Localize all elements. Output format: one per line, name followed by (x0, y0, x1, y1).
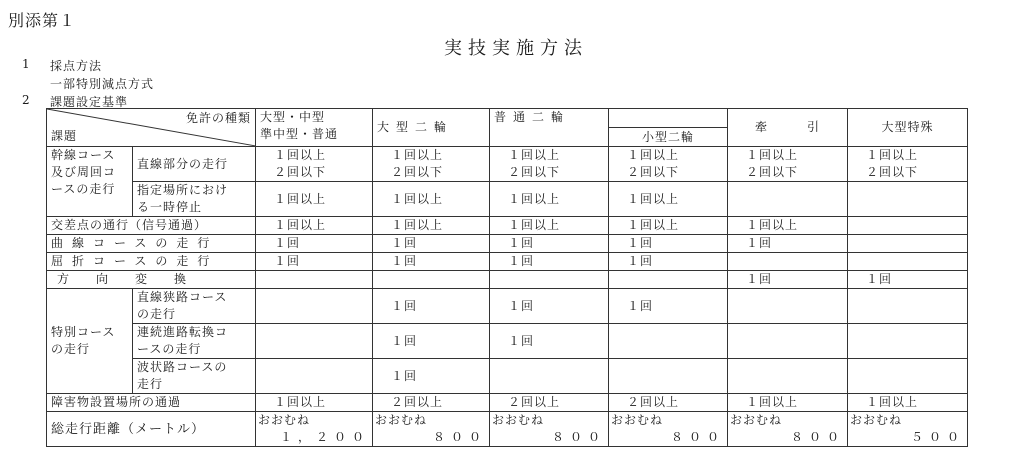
table-cell: １回 (609, 253, 728, 271)
group-line: 及び周回コ (51, 165, 117, 179)
distance-value: ８００ (551, 430, 606, 444)
header-row (47, 109, 968, 147)
table-cell (848, 324, 968, 359)
table-cell: １回 (373, 289, 490, 324)
table-cell: １回 (256, 235, 373, 253)
row-label: 方 向 変 換 (47, 271, 256, 289)
distance-prefix: おおむね (730, 413, 783, 427)
table-cell (848, 412, 968, 447)
cell-line: １回以上 (866, 148, 919, 162)
distance-prefix: おおむね (258, 413, 311, 427)
distance-value: ５００ (910, 430, 965, 444)
table-cell: １回 (609, 289, 728, 324)
table-cell (728, 359, 848, 394)
label-line: 波状路コースの (137, 360, 228, 374)
label-line: の走行 (137, 307, 177, 321)
table-cell (373, 412, 490, 447)
group-line: ースの走行 (51, 182, 116, 196)
table-cell (373, 271, 490, 289)
cell-line: ２回以下 (274, 165, 327, 179)
criteria-table (46, 108, 968, 447)
table-cell: １回以上 (490, 182, 609, 217)
table-cell: １回 (728, 235, 848, 253)
header-license-type: 免許の種類 (185, 111, 251, 125)
distance-prefix: おおむね (850, 413, 903, 427)
table-cell: １回以上 (373, 217, 490, 235)
row-label: 総走行距離（メートル） (47, 412, 256, 447)
table-cell (848, 289, 968, 324)
table-cell (728, 147, 848, 182)
group-line: 特別コース (51, 325, 116, 339)
table-cell: １回 (490, 324, 609, 359)
table-cell: １回以上 (728, 394, 848, 412)
distance-value: １，２００ (279, 430, 370, 444)
header-small-motorcycle-cell (609, 109, 728, 147)
cell-line: ２回以下 (746, 165, 799, 179)
section-1-number: 1 (22, 57, 31, 71)
table-cell: １回以上 (256, 182, 373, 217)
label-line: る一時停止 (137, 200, 203, 214)
table-cell (490, 271, 609, 289)
table-cell: １回以上 (609, 217, 728, 235)
table-cell (609, 271, 728, 289)
table-cell (256, 289, 373, 324)
row-label (133, 182, 256, 217)
table-cell: １回以上 (848, 394, 968, 412)
table-cell (609, 359, 728, 394)
annex-label: 別添第１ (8, 11, 77, 30)
table-cell (256, 271, 373, 289)
distance-value: ８００ (432, 430, 487, 444)
table-cell (256, 412, 373, 447)
table-row (47, 359, 968, 394)
table-cell: １回以上 (490, 217, 609, 235)
cell-line: ２回以下 (866, 165, 919, 179)
group-trunk-course (47, 147, 133, 217)
header-large-special: 大型特殊 (848, 109, 968, 147)
table-cell: １回以上 (373, 182, 490, 217)
section-2-number: 2 (22, 93, 31, 107)
table-cell: １回 (373, 324, 490, 359)
table-row (47, 147, 968, 182)
row-label: 曲線コースの走行 (47, 235, 256, 253)
cell-line: ２回以下 (508, 165, 561, 179)
table-cell: １回 (609, 235, 728, 253)
header-line: 準中型・普通 (260, 127, 339, 141)
table-cell: ２回以上 (490, 394, 609, 412)
header-subject: 課題 (51, 129, 78, 143)
table-cell (256, 359, 373, 394)
label-line: 走行 (137, 377, 164, 391)
cell-line: １回以上 (627, 148, 680, 162)
distance-value: ８００ (790, 430, 845, 444)
table-row (47, 394, 968, 412)
header-empty-top (609, 109, 727, 128)
table-cell: １回 (373, 235, 490, 253)
table-cell (848, 217, 968, 235)
table-cell: １回 (490, 289, 609, 324)
table-cell: １回 (256, 253, 373, 271)
table-cell: ２回以上 (609, 394, 728, 412)
table-cell (256, 147, 373, 182)
table-cell (728, 289, 848, 324)
table-row (47, 271, 968, 289)
header-towing: 牽 引 (728, 109, 848, 147)
group-line: 幹線コース (51, 148, 116, 162)
cell-line: ２回以下 (627, 165, 680, 179)
cell-line: １回以上 (274, 148, 327, 162)
section-2-title: 課題設定基準 (50, 95, 129, 109)
table-cell: １回 (490, 253, 609, 271)
row-label (133, 289, 256, 324)
table-cell: １回以上 (256, 394, 373, 412)
table-cell: １回 (373, 359, 490, 394)
distance-prefix: おおむね (375, 413, 428, 427)
row-label (133, 359, 256, 394)
label-line: 指定場所におけ (137, 183, 229, 197)
row-label: 交差点の通行（信号通過） (47, 217, 256, 235)
table-cell (256, 324, 373, 359)
header-corner-cell (47, 109, 256, 147)
distance-value: ８００ (670, 430, 725, 444)
label-line: 連続進路転換コ (137, 325, 229, 339)
table-row (47, 324, 968, 359)
table-cell (609, 147, 728, 182)
row-label: 障害物設置場所の通過 (47, 394, 256, 412)
table-cell (490, 147, 609, 182)
row-label: 直線部分の走行 (133, 147, 256, 182)
table-cell (609, 412, 728, 447)
cell-line: １回以上 (391, 148, 444, 162)
table-cell (373, 147, 490, 182)
label-line: ースの走行 (137, 342, 202, 356)
table-cell (848, 147, 968, 182)
header-line: 大型・中型 (260, 110, 326, 124)
table-cell: １回 (728, 271, 848, 289)
table-cell (728, 324, 848, 359)
table-cell: １回以上 (609, 182, 728, 217)
document-title: 実技実施方法 (444, 38, 588, 59)
header-small-motorcycle: 小型二輪 (641, 130, 694, 144)
distance-prefix: おおむね (492, 413, 545, 427)
table-cell (728, 253, 848, 271)
table-cell: １回以上 (256, 217, 373, 235)
table-cell (490, 359, 609, 394)
header-large-motorcycle: 大型二輪 (373, 109, 490, 147)
distance-prefix: おおむね (611, 413, 664, 427)
section-1-title: 採点方法 (50, 59, 103, 73)
table-row (47, 182, 968, 217)
table-cell (848, 253, 968, 271)
label-line: 直線狭路コース (137, 290, 228, 304)
table-row (47, 412, 968, 447)
row-label (133, 324, 256, 359)
table-cell (728, 182, 848, 217)
group-special-course (47, 289, 133, 394)
table-cell (848, 182, 968, 217)
table-row (47, 235, 968, 253)
table-row (47, 253, 968, 271)
cell-line: １回以上 (508, 148, 561, 162)
table-cell: １回 (848, 271, 968, 289)
table-cell (728, 412, 848, 447)
table-cell (609, 324, 728, 359)
header-standard-motorcycle: 普通二輪 (490, 109, 609, 147)
table-cell: １回 (373, 253, 490, 271)
table-cell: ２回以上 (373, 394, 490, 412)
cell-line: １回以上 (746, 148, 799, 162)
table-cell (848, 359, 968, 394)
table-row (47, 289, 968, 324)
cell-line: ２回以下 (391, 165, 444, 179)
table-cell: １回以上 (728, 217, 848, 235)
section-1-text: 一部特別減点方式 (50, 77, 155, 91)
table-cell (848, 235, 968, 253)
table-cell: １回 (490, 235, 609, 253)
table-cell (490, 412, 609, 447)
row-label: 屈折コースの走行 (47, 253, 256, 271)
header-large-medium (256, 109, 373, 147)
group-line: の走行 (51, 342, 91, 356)
table-row (47, 217, 968, 235)
